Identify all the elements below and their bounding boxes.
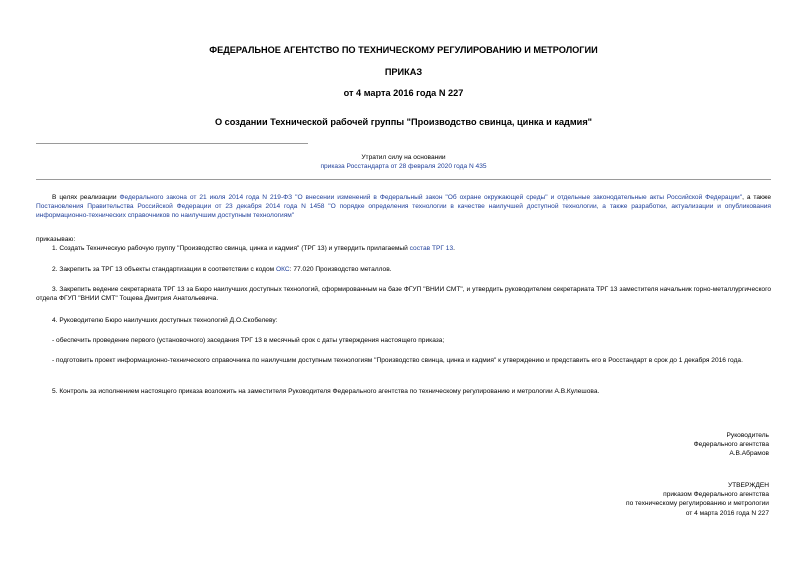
federal-law-link[interactable]: Федерального закона от 21 июля 2014 года N 219-ФЗ "О внесении изменений в Федеральный закон "Об охране окружающей среды" и отдельные законодательные акты Российской Федерации" (119, 194, 743, 201)
approval-line-2: приказом Федерального агентства (663, 491, 769, 499)
item-2 (36, 265, 771, 274)
item-4 (36, 316, 771, 325)
status-note-text: Утратил силу на основании (361, 154, 446, 161)
government-decree-link[interactable]: Постановления Правительства Российской Федерации от 23 декабря 2014 года N 1458 "О порядке определения технологии в качестве наилучшей доступной технологии, а также разработки, актуализации и опубликования информационно-технических справочников по наилучшим доступным технологиям" (36, 203, 771, 220)
top-divider (36, 143, 308, 144)
item-3-text: 3. Закрепить ведение секретариата ТРГ 13 за Бюро наилучших доступных технологий, сформированным на базе ФГУП "ВНИИ СМТ", и утвердить руководителем секретариата ТРГ 13 заместителя начальник горно-металлургического отдела ФГУП "ВНИИ СМТ" Тощева Дмитрия Анатольевича. (36, 286, 771, 303)
trg13-composition-link[interactable]: состав ТРГ 13 (409, 245, 454, 252)
item-5 (36, 387, 771, 396)
status-note (0, 153, 807, 171)
preamble-paragraph (36, 193, 771, 221)
approval-line-3: по техническому регулированию и метрологии (626, 500, 769, 508)
item-4a-text: - обеспечить проведение первого (установочного) заседания ТРГ 13 в месячный срок с даты утверждения настоящего приказа; (52, 337, 445, 344)
signature-line-3: А.В.Абрамов (729, 450, 769, 458)
signature-block (694, 431, 769, 459)
item-2-text: 2. Закрепить за ТРГ 13 объекты стандартизации в соответствии с кодом (52, 266, 277, 273)
item-4b-text: - подготовить проект информационно-технического справочника по наилучшим доступным технологиям "Производство свинца, цинка и кадмия" к утверждению и представить его в Росстандарт в срок до 1 декабря 2016 года. (52, 357, 743, 364)
preamble-text-1: В целях реализации (52, 194, 120, 201)
order-word: приказываю: (36, 236, 76, 243)
repeal-order-link[interactable]: приказа Росстандарта от 28 февраля 2020 года N 435 (320, 163, 487, 171)
item-4-text: 4. Руководителю Бюро наилучших доступных технологий Д.О.Скобелеву: (52, 317, 278, 324)
item-4a (36, 336, 771, 345)
approval-block (626, 481, 769, 518)
item-5-text: 5. Контроль за исполнением настоящего приказа возложить на заместителя Руководителя Федерального агентства по техническому регулированию и метрологии А.В.Кулешова. (52, 388, 600, 395)
item-1-end: . (453, 245, 455, 252)
item-3 (36, 285, 771, 303)
item-4b (36, 356, 771, 365)
signature-line-2: Федерального агентства (693, 441, 769, 449)
preamble-text-2: , а также (742, 194, 772, 201)
signature-line-1: Руководитель (726, 432, 769, 439)
date-number-heading: от 4 марта 2016 года N 227 (343, 88, 464, 98)
approval-line-4: от 4 марта 2016 года N 227 (685, 509, 769, 517)
status-divider (36, 179, 771, 180)
approval-line-1: УТВЕРЖДЕН (727, 482, 769, 489)
subject-heading: О создании Технической рабочей группы "Производство свинца, цинка и кадмия" (214, 117, 593, 127)
item-1-text: 1. Создать Техническую рабочую группу "Производство свинца, цинка и кадмия" (ТРГ 13) и утвердить прилагаемый (52, 245, 410, 252)
agency-heading: ФЕДЕРАЛЬНОЕ АГЕНТСТВО ПО ТЕХНИЧЕСКОМУ РЕГУЛИРОВАНИЮ И МЕТРОЛОГИИ (209, 45, 598, 55)
oks-link[interactable]: ОКС (276, 266, 290, 273)
item-1 (36, 244, 771, 253)
doc-type-heading: ПРИКАЗ (384, 67, 423, 77)
item-2-end: : 77.020 Производство металлов. (289, 266, 392, 273)
